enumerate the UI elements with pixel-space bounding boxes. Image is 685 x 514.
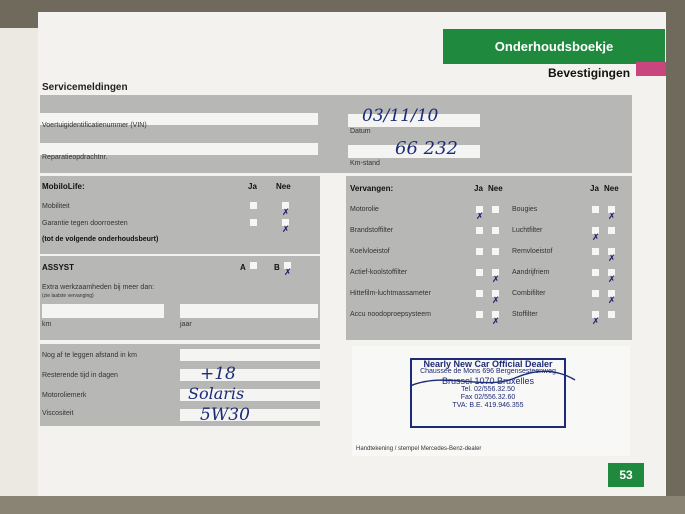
check-mark-icon: ✗ — [608, 254, 616, 264]
check-mark-icon: ✗ — [282, 208, 290, 218]
pink-tab-marker — [636, 62, 666, 76]
right-ja-checkbox[interactable] — [592, 269, 599, 276]
left-item-label: Accu noodoproepsysteem — [350, 311, 431, 318]
left-ja-checkbox[interactable] — [476, 206, 484, 222]
days-label: Resterende tijd in dagen — [42, 372, 118, 379]
right-ja-checkbox[interactable] — [592, 248, 599, 255]
mobilo-nee-checkbox[interactable] — [282, 202, 290, 218]
header-title: Onderhoudsboekje — [494, 39, 614, 54]
distance-field — [180, 349, 320, 361]
stamp-line4: Tel. 02/556.32.50 — [461, 386, 515, 393]
right-ja-checkbox[interactable] — [592, 227, 600, 243]
left-page-edge — [0, 28, 40, 498]
assyst-a-label: A — [240, 263, 246, 272]
date-value: 03/11/10 — [362, 106, 439, 126]
page-subtitle: Bevestigingen — [548, 66, 631, 80]
right-item-label: Luchtfilter — [512, 227, 543, 234]
mobilo-ja-checkbox[interactable] — [250, 202, 257, 209]
left-ja-checkbox[interactable] — [476, 311, 483, 318]
vin-label: Voertuigidentificatienummer (VIN) — [42, 122, 147, 129]
check-mark-icon: ✗ — [608, 296, 616, 306]
right-nee-checkbox[interactable] — [608, 311, 615, 318]
stamp-line6: TVA: B.E. 419.946.355 — [452, 402, 524, 409]
vervangen-nee-header-right: Nee — [604, 184, 619, 193]
mobilo-ja-header: Ja — [248, 182, 257, 191]
left-ja-checkbox[interactable] — [476, 269, 483, 276]
left-item-label: Actief-koolstoffilter — [350, 269, 408, 276]
left-nee-checkbox[interactable] — [492, 227, 499, 234]
right-item-label: Bougies — [512, 206, 538, 213]
header-tab — [443, 29, 665, 64]
stamp-line1: Nearly New Car Official Dealer — [423, 359, 553, 369]
assyst-b-checkbox[interactable] — [284, 262, 292, 278]
signature-scribble — [405, 366, 580, 396]
page-number-text: 53 — [619, 468, 633, 482]
right-item-label: Aandrijfriem — [512, 269, 550, 276]
left-item-label: Hittefilm-luchtmassameter — [350, 290, 431, 297]
mobilo-note: (tot de volgende onderhoudsbeurt) — [42, 236, 159, 243]
mobilo-nee-header: Nee — [276, 182, 291, 191]
check-mark-icon: ✗ — [282, 225, 290, 235]
stamp-line2: Chaussée de Mons 696 Bergensesteenweg — [420, 368, 556, 375]
check-mark-icon: ✗ — [608, 275, 616, 285]
right-ja-checkbox[interactable] — [592, 206, 599, 213]
left-nee-checkbox[interactable] — [492, 290, 500, 306]
right-item-label: Combifilter — [512, 290, 546, 297]
brand-label: Motoroliemerk — [42, 392, 87, 399]
stamp-caption: Handtekening / stempel Mercedes-Benz-dealer — [356, 446, 482, 452]
stamp-line3: Brussel 1070 Bruxelles — [441, 376, 535, 386]
check-mark-icon: ✗ — [492, 275, 500, 285]
mobilo-title: MobiloLife: — [42, 182, 85, 191]
assyst-title: ASSYST — [42, 263, 75, 272]
left-item-label: Koelvloeistof — [350, 248, 390, 255]
left-nee-checkbox[interactable] — [492, 311, 500, 327]
assyst-b-label: B — [274, 263, 280, 272]
left-ja-checkbox[interactable] — [476, 227, 483, 234]
right-item-label: Remvloeistof — [512, 248, 553, 255]
vervangen-title: Vervangen: — [350, 184, 394, 193]
assyst-a-checkbox[interactable] — [250, 262, 257, 269]
right-ja-checkbox[interactable] — [592, 311, 600, 327]
right-nee-checkbox[interactable] — [608, 269, 616, 285]
right-nee-checkbox[interactable] — [608, 290, 616, 306]
vervangen-nee-header: Nee — [488, 184, 503, 193]
left-nee-checkbox[interactable] — [492, 206, 499, 213]
mobilo-nee-checkbox[interactable] — [282, 219, 290, 235]
order-label: Reparatieopdrachtnr. — [42, 154, 108, 161]
brand-value: Solaris — [188, 384, 245, 403]
section-title: Servicemeldingen — [42, 82, 128, 93]
right-nee-checkbox[interactable] — [608, 248, 616, 264]
left-ja-checkbox[interactable] — [476, 290, 483, 297]
right-nee-checkbox[interactable] — [608, 206, 616, 222]
extra-work-label: Extra werkzaamheden bij meer dan: — [42, 284, 155, 291]
vervangen-ja-header-right: Ja — [590, 184, 599, 193]
table-surface — [0, 496, 685, 514]
stamp-line5: Fax 02/556.32.60 — [460, 394, 516, 401]
check-mark-icon: ✗ — [476, 212, 484, 222]
right-ja-checkbox[interactable] — [592, 290, 599, 297]
page-number — [608, 463, 644, 487]
vervangen-ja-header: Ja — [474, 184, 483, 193]
left-nee-checkbox[interactable] — [492, 248, 499, 255]
check-mark-icon: ✗ — [284, 268, 292, 278]
left-item-label: Brandstoffilter — [350, 227, 394, 234]
extra-work-sublabel: (zie laatste vervanging) — [42, 293, 94, 299]
distance-label: Nog af te leggen afstand in km — [42, 352, 137, 359]
check-mark-icon: ✗ — [592, 317, 600, 327]
check-mark-icon: ✗ — [492, 296, 500, 306]
left-item-label: Motorolie — [350, 206, 379, 213]
days-value: +18 — [200, 364, 236, 384]
left-ja-checkbox[interactable] — [476, 248, 483, 255]
extra-year-field — [180, 304, 318, 318]
right-item-label: Stoffilter — [512, 311, 538, 318]
check-mark-icon: ✗ — [592, 233, 600, 243]
left-nee-checkbox[interactable] — [492, 269, 500, 285]
top-panel — [40, 95, 632, 173]
check-mark-icon: ✗ — [492, 317, 500, 327]
date-label: Datum — [350, 128, 371, 135]
viscosity-value: 5W30 — [200, 405, 250, 425]
right-nee-checkbox[interactable] — [608, 227, 615, 234]
check-mark-icon: ✗ — [608, 212, 616, 222]
mobilo-item-label: Mobiliteit — [42, 203, 70, 210]
mobilo-item-label: Garantie tegen doorroesten — [42, 220, 128, 227]
extra-km-field — [42, 304, 164, 318]
viscosity-label: Viscositeit — [42, 410, 74, 417]
km-value: 66 232 — [395, 138, 458, 159]
extra-km-label: km — [42, 321, 52, 328]
mobilo-ja-checkbox[interactable] — [250, 219, 257, 226]
extra-year-label: jaar — [180, 321, 192, 328]
km-label: Km-stand — [350, 160, 380, 167]
